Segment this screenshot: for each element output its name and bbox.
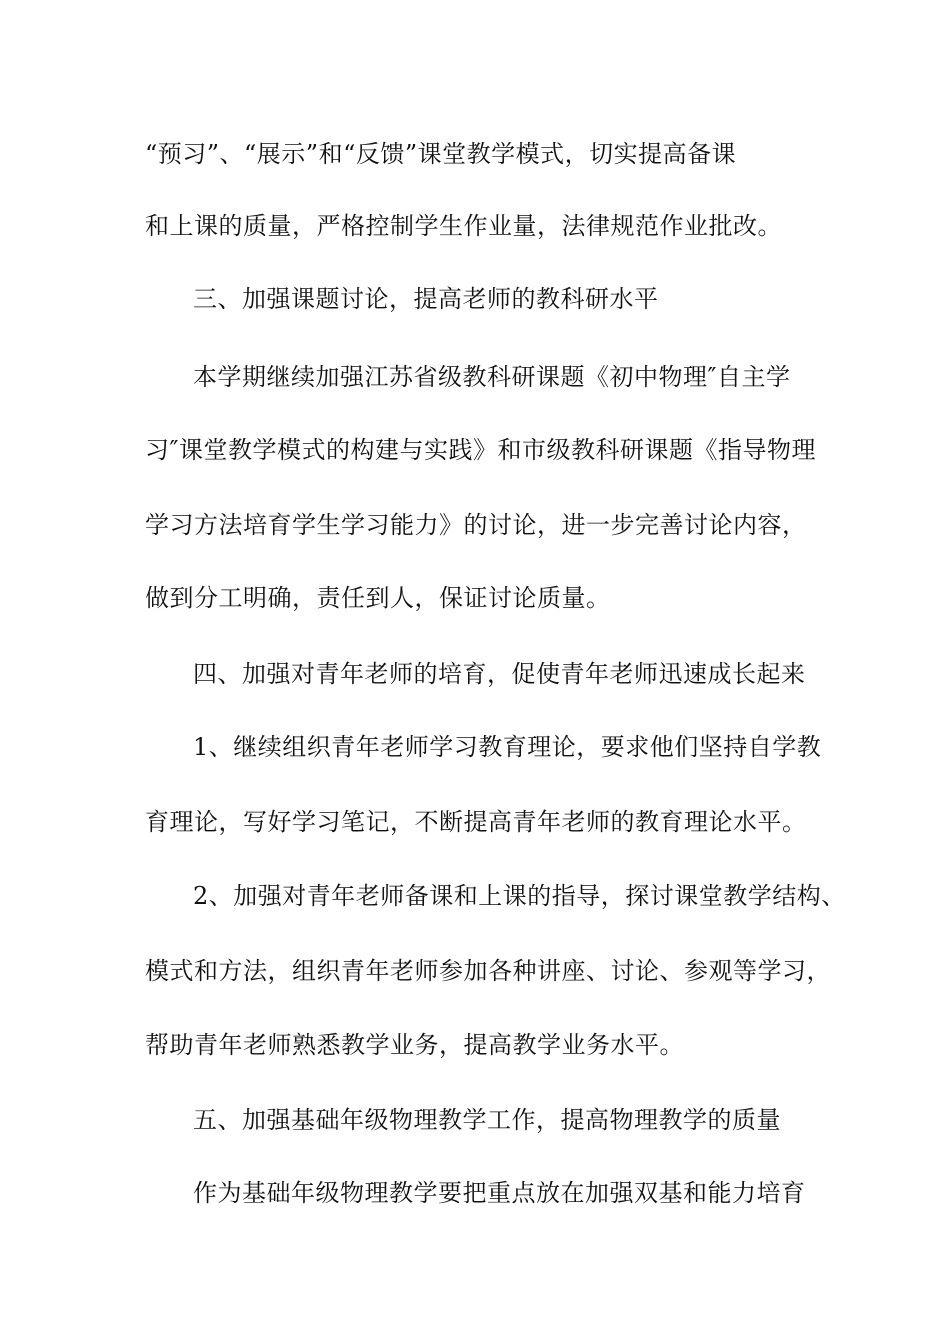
body-text-line: 本学期继续加强江苏省级教科研课题《初中物理″自主学	[193, 363, 791, 391]
body-text-line: 帮助青年老师熟悉教学业务，提高教学业务水平。	[145, 1031, 684, 1059]
body-text-line: 做到分工明确，责任到人，保证讨论质量。	[145, 584, 611, 612]
body-text-line: 育理论，写好学习笔记，不断提高青年老师的教育理论水平。	[145, 808, 807, 836]
body-text-line: 学习方法培育学生学习能力》的讨论，进一步完善讨论内容，	[145, 511, 807, 539]
body-text-line: 和上课的质量，严格控制学生作业量，法律规范作业批改。	[145, 212, 782, 240]
body-text-line: 习″课堂教学模式的构建与实践》和市级教科研课题《指导物理	[145, 436, 816, 464]
body-text-line: “预习”、“展示”和“反馈”课堂教学模式，切实提高备课	[145, 140, 737, 168]
section-heading: 四、加强对青年老师的培育，促使青年老师迅速成长起来	[193, 660, 806, 688]
body-text-line: 1、继续组织青年老师学习教育理论，要求他们坚持自学教	[193, 733, 822, 761]
section-heading: 三、加强课题讨论，提高老师的教科研水平	[193, 285, 659, 313]
body-text-line: 2、加强对青年老师备课和上课的指导，探讨课堂教学结构、	[193, 882, 846, 910]
body-text-line: 模式和方法，组织青年老师参加各种讲座、讨论、参观等学习，	[145, 957, 831, 985]
body-text-line: 作为基础年级物理教学要把重点放在加强双基和能力培育	[193, 1179, 806, 1207]
section-heading: 五、加强基础年级物理教学工作，提高物理教学的质量	[193, 1106, 781, 1134]
